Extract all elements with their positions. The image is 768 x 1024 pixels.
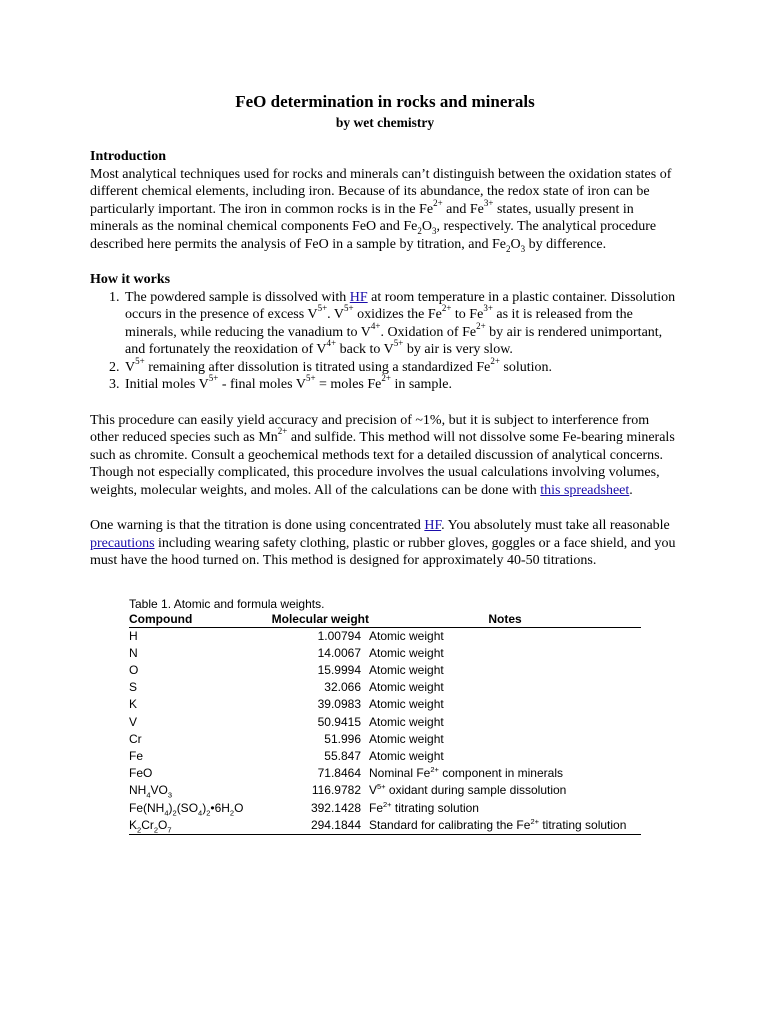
weight-cell: 116.9782 (311, 783, 361, 798)
molecular-weight-header: Molecular weight (249, 612, 369, 628)
document-page (90, 92, 680, 835)
introduction-paragraph: Most analytical techniques used for rocks and minerals can’t distinguish between the oxidation states of different chemical elements, including iron. Because of its abundance, the redox state of iron can be particularly important. The iron in common rocks is in the $Fe^{2+}$ and $Fe^{3+}$ states, usually present in minerals as the nominal chemical components FeO and $Fe_2O_3$, respectively. The analytical procedure described here permits the analysis of FeO in a sample by titration, and $Fe_2O_3$ by difference. (90, 166, 672, 254)
notes-cell: Atomic weight (369, 662, 444, 677)
table-row (129, 800, 641, 817)
introduction-heading: Introduction (90, 149, 166, 164)
weight-cell: 32.066 (324, 680, 361, 695)
compound-cell: O (129, 662, 139, 677)
table-row (129, 714, 641, 731)
hf-warning-link[interactable]: HF (424, 518, 442, 533)
hf-link[interactable]: HF (349, 289, 368, 305)
notes-header: Notes (369, 612, 641, 628)
notes-cell: Atomic weight (369, 697, 444, 712)
compound-cell: K (129, 697, 138, 712)
compound-cell: $K_2Cr_2O_7$ (129, 817, 249, 835)
atomic-weights-table (129, 612, 641, 835)
table-row (129, 662, 641, 679)
compound-cell: $NH_4VO_3$ (129, 783, 173, 800)
table-caption: Table 1. Atomic and formula weights. (129, 596, 325, 611)
notes-cell: Nominal $Fe^{2+}$ component in minerals (369, 765, 563, 781)
table-header-row (129, 612, 641, 628)
compound-cell: Fe (129, 748, 144, 763)
document-title: FeO determination in rocks and minerals (235, 92, 535, 111)
notes-cell: Atomic weight (369, 714, 444, 729)
weight-cell: 294.1844 (249, 817, 369, 835)
precautions-link[interactable]: precautions (90, 535, 155, 551)
how-it-works-heading: How it works (90, 272, 171, 287)
table-row (129, 748, 641, 765)
spreadsheet-link[interactable]: this spreadsheet (540, 482, 630, 498)
weight-cell: 71.8464 (317, 766, 361, 781)
notes-cell: Atomic weight (369, 680, 444, 695)
accuracy-paragraph: This procedure can easily yield accuracy and precision of ~1%, but it is subject to interference from other reduced species such as $Mn^{2+}$ and sulfide. This method will not dissolve some Fe-bearing minerals such as chromite. Consult a geochemical methods text for a detailed discussion of analytical concerns. Though not especially complicated, this procedure involves the usual calculations involving volumes, weights, molecular weights, and moles. All of the calculations can be done with this spreadsheet. (90, 412, 675, 498)
table-row (129, 817, 641, 835)
notes-cell: $Fe^{2+}$ titrating solution (369, 799, 479, 815)
weight-cell: 1.00794 (317, 628, 361, 643)
compound-cell: S (129, 680, 138, 695)
table-row (129, 627, 641, 645)
table-row (129, 645, 641, 662)
table-row (129, 731, 641, 748)
warning-paragraph: One warning is that the titration is done using concentrated HF. You absolutely must take all reasonable precautions including wearing safety clothing, plastic or rubber gloves, goggles or a face shield, and you must have the hood turned on. This method is designed for approximately 40-50 titrations. (90, 518, 676, 568)
notes-cell: Atomic weight (369, 748, 444, 763)
compound-header: Compound (129, 612, 249, 628)
weight-cell: 51.996 (324, 731, 361, 746)
weight-cell: 14.0067 (317, 645, 361, 660)
compound-cell: N (129, 645, 138, 660)
notes-cell: Atomic weight (369, 731, 444, 746)
compound-cell: H (129, 628, 138, 643)
table-row (129, 765, 641, 782)
notes-cell: Atomic weight (369, 645, 444, 660)
weight-cell: 50.9415 (317, 714, 361, 729)
compound-cell: $Fe(NH_4)_2(SO_4)_2•6H_2O$ (129, 800, 244, 817)
compound-cell: V (129, 714, 138, 729)
compound-cell: FeO (129, 766, 153, 781)
document-subtitle: by wet chemistry (335, 115, 435, 130)
weight-cell: 55.847 (324, 748, 361, 763)
procedure-step-2: 2. $V^{5+}$ remaining after dissolution is titrated using a standardized $Fe^{2+}$ solution. (123, 359, 680, 377)
procedure-step-1: 1. The powdered sample is dissolved with HF at room temperature in a plastic container. Dissolution occurs in the presence of excess $V^{5+}$. $V^{5+}$ oxidizes the $Fe^{2+}$ to $Fe^{3+}$ as it is released from the minerals, while reducing the vanadium to $V^{4+}$. Oxidation of $Fe^{2+}$ by air is rendered unimportant, and fortunately the reoxidation of $V^{4+}$ back to $V^{5+}$ by air is very slow. (123, 289, 680, 359)
weights-table-section (129, 597, 641, 835)
weight-cell: 39.0983 (317, 697, 361, 712)
notes-cell: $V^{5+}$ oxidant during sample dissolution (369, 782, 567, 798)
weight-cell: 15.9994 (317, 662, 361, 677)
notes-cell: Atomic weight (369, 628, 444, 643)
compound-cell: Cr (129, 731, 142, 746)
table-row (129, 696, 641, 713)
procedure-step-3: 3. Initial moles $V^{5+}$ - final moles $V^{5+}$ = moles $Fe^{2+}$ in sample. (123, 376, 680, 394)
table-row (129, 782, 641, 799)
procedure-steps-list (90, 289, 680, 394)
table-row (129, 679, 641, 696)
notes-cell: Standard for calibrating the $Fe^{2+}$ titrating solution (369, 817, 641, 835)
weight-cell: 392.1428 (310, 800, 361, 815)
